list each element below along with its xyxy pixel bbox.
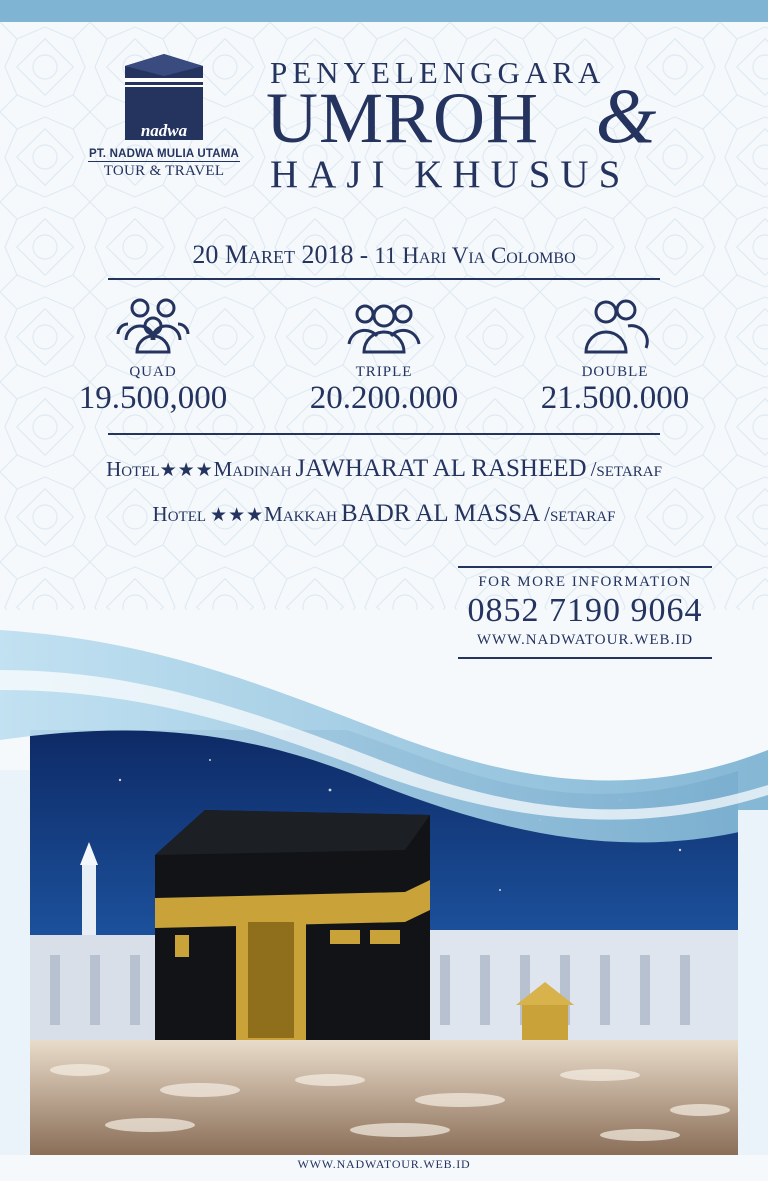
- top-banner-bar: [0, 0, 768, 22]
- price-double: [510, 296, 720, 416]
- hotel-star-rating: ★★★: [210, 505, 265, 526]
- company-logo: [88, 52, 240, 192]
- trip-detail: 11 Hari Via Colombo: [374, 243, 576, 268]
- price-value-quad: 19.500,000: [78, 380, 228, 416]
- hotel-star-rating: ★★★: [159, 460, 214, 481]
- trip-date: 20 Maret 2018: [192, 240, 354, 269]
- group-3-people-icon: [347, 296, 421, 354]
- hotel-city: Makkah: [264, 502, 337, 526]
- price-label-triple: TRIPLE: [355, 364, 413, 380]
- group-4-people-icon: [116, 296, 190, 354]
- price-label-quad: QUAD: [129, 364, 177, 380]
- contact-phone[interactable]: 0852 7190 9064: [467, 592, 703, 629]
- contact-rule-bottom: [458, 657, 712, 659]
- hotel-prefix: Hotel: [152, 502, 207, 526]
- trip-separator: -: [359, 242, 369, 269]
- price-label-double: DOUBLE: [581, 364, 649, 380]
- kaaba-logo-icon: [121, 52, 207, 144]
- headline-bottom: HAJI KHUSUS: [270, 153, 631, 196]
- hotel-name: BADR AL MASSA: [341, 500, 541, 527]
- hotel-suffix: /setaraf: [544, 502, 616, 526]
- contact-label: FOR MORE INFORMATION: [478, 574, 692, 590]
- price-quad: [48, 296, 258, 416]
- logo-company-name: PT. NADWA MULIA UTAMA: [88, 148, 240, 160]
- headline-ampersand: &: [595, 84, 657, 154]
- hotel-suffix: /setaraf: [590, 457, 662, 481]
- ampersand-badge: [580, 84, 676, 154]
- price-value-triple: 20.200.000: [309, 380, 459, 416]
- divider-top: [108, 278, 660, 280]
- contact-rule-top: [458, 566, 712, 568]
- contact-website[interactable]: WWW.NADWATOUR.WEB.ID: [476, 632, 694, 649]
- hotel-madinah-line: [0, 455, 768, 483]
- hotel-name: JAWHARAT AL RASHEED: [295, 455, 587, 482]
- divider-bottom: [108, 433, 660, 435]
- trip-date-line: [108, 240, 660, 270]
- kaaba-photo: [0, 610, 768, 1155]
- logo-wordmark: nadwa: [140, 121, 188, 140]
- price-value-double: 21.500.000: [540, 380, 690, 416]
- hotel-makkah-line: [0, 500, 768, 528]
- hotel-city: Madinah: [213, 457, 292, 481]
- contact-info: [450, 566, 720, 659]
- footer-website[interactable]: WWW.NADWATOUR.WEB.ID: [297, 1157, 471, 1171]
- logo-subtitle: TOUR & TRAVEL: [103, 163, 225, 179]
- hotel-prefix: Hotel: [106, 457, 160, 481]
- group-2-people-icon: [578, 296, 652, 354]
- headline-main: UMROH: [266, 78, 540, 158]
- price-triple: [279, 296, 489, 416]
- headline-top: PENYELENGGARA: [270, 55, 606, 90]
